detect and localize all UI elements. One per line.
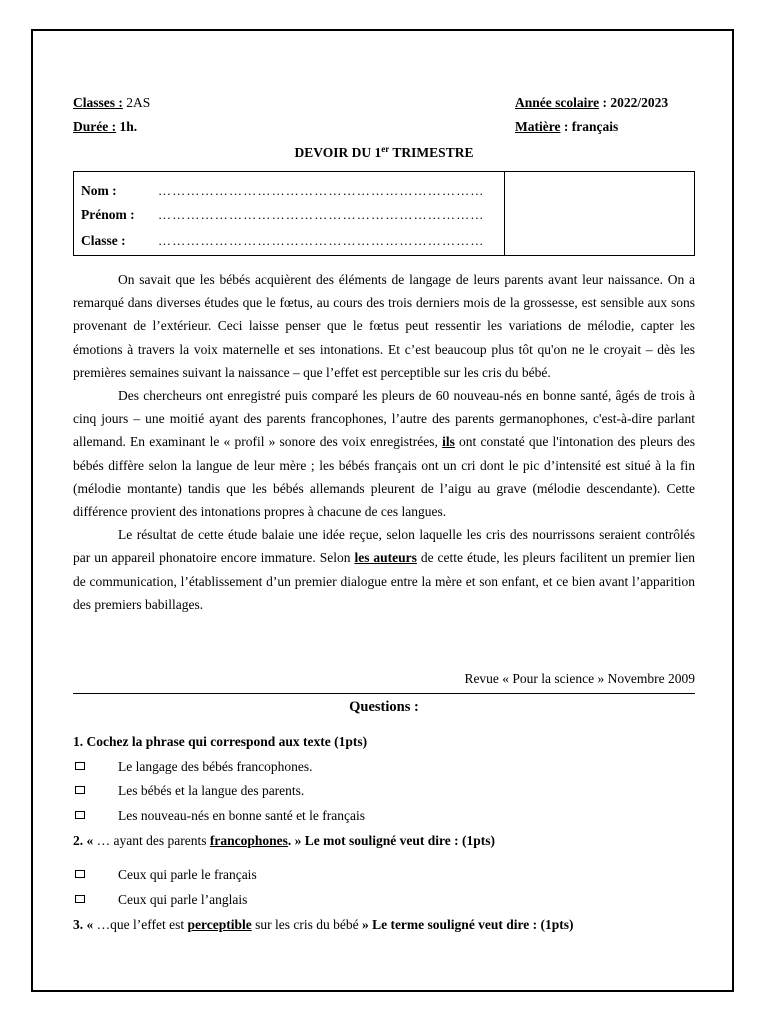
- q2-text: … ayant des parents: [96, 833, 210, 848]
- nom-label: Nom :: [81, 183, 117, 198]
- text-source: Revue « Pour la science » Novembre 2009: [464, 671, 695, 686]
- paragraph-1: On savait que les bébés acquièrent des éléments de langage de leurs parents avant leur naissance. On a remarqué dans diverses études que le fœtus, au cours des trois derniers mois de la grossesse, est sensible aux sons provenant de l’extérieur. Ceci laisse penser que le fœtus peut ressentir les variations de mélodie, capter les émotions à travers la voix maternelle et ses intonations. Et c’est beaucoup plus tôt qu'on ne le croyait – dès les premières semaines suivant la naissance – que l’effet est perceptible sur les cris du bébé.: [73, 272, 695, 380]
- q2-option-2-label: Ceux qui parle l’anglais: [118, 892, 248, 907]
- q2-option-2[interactable]: [73, 891, 248, 909]
- checkbox-icon[interactable]: [75, 762, 85, 770]
- title-suffix: TRIMESTRE: [389, 145, 474, 160]
- q1-option-3-label: Les nouveau-nés en bonne santé et le français: [118, 808, 366, 823]
- q3-end: » Le terme souligné veut dire : (1pts): [358, 917, 574, 932]
- q3-mid: sur les cris du bébé: [251, 917, 359, 932]
- paragraph-3-start: Le résultat de cette étude balaie une idée reçue, selon laquelle les cris des nourrissons seraient contrôlés par un appareil phonatoire encore immature. Selon: [73, 527, 695, 566]
- nom-field[interactable]: ……………………………………………………………: [158, 183, 485, 198]
- checkbox-icon[interactable]: [75, 870, 85, 878]
- q3-number: 3. «: [73, 917, 97, 932]
- divider-line: [73, 693, 695, 694]
- classes-value: 2AS: [122, 95, 151, 110]
- classe-label: Classe :: [81, 233, 126, 248]
- q1-option-1[interactable]: [73, 758, 313, 776]
- q1-option-2[interactable]: [73, 782, 305, 800]
- annee-line: [515, 94, 668, 112]
- questions-title: Questions :: [349, 699, 419, 715]
- q2-underlined-word: francophones: [209, 833, 288, 848]
- identity-table: [73, 171, 695, 256]
- q1-option-2-label: Les bébés et la langue des parents.: [118, 783, 305, 798]
- matiere-line: [515, 118, 618, 136]
- prenom-label: Prénom :: [81, 207, 135, 222]
- paragraph-3-end: de cette étude, les pleurs facilitent un premier lien de communication, l’établissement d’un premier dialogue entre la mère et son enfant, et ce bien avant l’apparition des premiers babillages.: [73, 550, 695, 612]
- classe-field[interactable]: ……………………………………………………………: [158, 233, 485, 248]
- matiere-value: : français: [560, 119, 619, 134]
- q2-number: 2. «: [73, 833, 97, 848]
- annee-label: Année scolaire: [515, 95, 600, 110]
- paragraph-2-end: ont constaté que l'intonation des pleurs des bébés diffère selon la langue de leur mère ; les bébés français ont un cri dont le pic d’intensité est situé à la fin (mélodie montante) tandis que les bébés allemands pleurent de l’aigu au grave (mélodie descendante). Cette différence provient des intonations propres à chacune de ces langues.: [73, 434, 695, 520]
- duree-line: [73, 118, 137, 136]
- q2-end: . » Le mot souligné veut dire : (1pts): [287, 833, 495, 848]
- classes-line: [73, 94, 150, 112]
- title-prefix: DEVOIR DU 1: [294, 145, 382, 160]
- question-1: 1. Cochez la phrase qui correspond aux texte (1pts): [73, 734, 368, 749]
- prenom-field[interactable]: ……………………………………………………………: [158, 207, 485, 222]
- underlined-auteurs: les auteurs: [354, 550, 417, 566]
- checkbox-icon[interactable]: [75, 811, 85, 819]
- reading-text: [73, 268, 695, 616]
- identity-table-divider: [504, 172, 505, 255]
- duree-label: Durée :: [73, 119, 117, 134]
- q1-option-3[interactable]: [73, 807, 366, 825]
- paragraph-2: [73, 384, 695, 523]
- q2-option-1-label: Ceux qui parle le français: [118, 867, 257, 882]
- question-2: [73, 832, 495, 850]
- q3-underlined-word: perceptible: [187, 917, 252, 932]
- paragraph-3: [73, 523, 695, 616]
- q2-option-1[interactable]: [73, 866, 257, 884]
- checkbox-icon[interactable]: [75, 786, 85, 794]
- question-3: [73, 916, 574, 934]
- underlined-ils: ils: [442, 434, 455, 450]
- checkbox-icon[interactable]: [75, 895, 85, 903]
- q3-text: …que l’effet est: [96, 917, 188, 932]
- matiere-label: Matière: [515, 119, 561, 134]
- page-title: [0, 144, 768, 162]
- paragraph-2-start: Des chercheurs ont enregistré puis comparé les pleurs de 60 nouveau-nés en bonne santé, âgés de trois à cinq jours – une moitié ayant des parents francophones, l’autre des parents germanophones, c'est-à-dire parlant allemand. En examinant le « profil » sonore des voix enregistrées,: [73, 388, 695, 450]
- q1-option-1-label: Le langage des bébés francophones.: [118, 759, 313, 774]
- annee-value: : 2022/2023: [599, 95, 669, 110]
- title-sup: er: [381, 144, 390, 154]
- classes-label: Classes :: [73, 95, 123, 110]
- duree-value: 1h.: [116, 119, 138, 134]
